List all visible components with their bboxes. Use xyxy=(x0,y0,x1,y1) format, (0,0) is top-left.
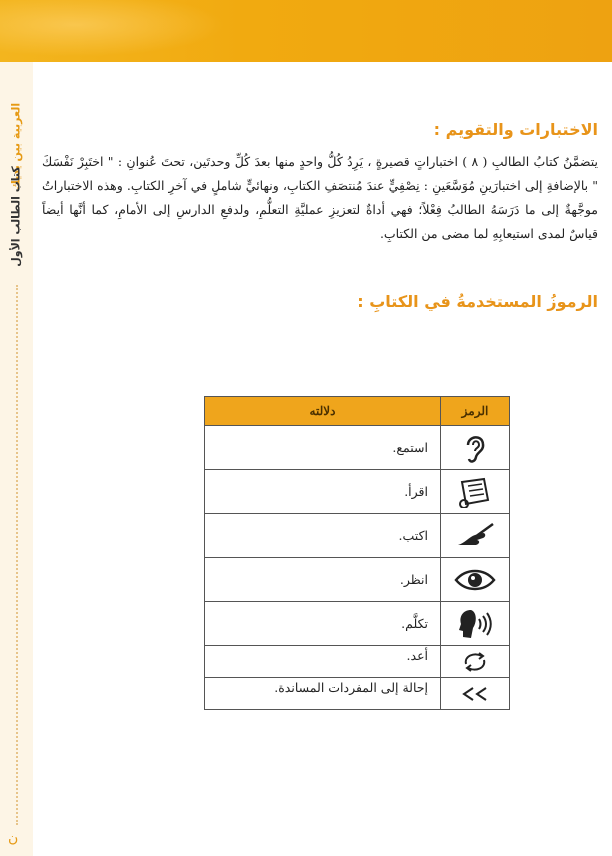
top-banner xyxy=(0,0,612,62)
symbol-cell xyxy=(441,602,510,646)
table-row xyxy=(205,426,510,470)
section-heading-assessment: الاختبارات والتقويم : xyxy=(433,120,598,139)
symbol-cell xyxy=(441,470,510,514)
eye-icon xyxy=(454,568,496,592)
meaning-cell: إحالة إلى المفردات المساندة. xyxy=(205,678,441,710)
meaning-cell: استمع. xyxy=(205,426,441,470)
symbols-table xyxy=(204,396,510,710)
meaning-cell: اكتب. xyxy=(205,514,441,558)
assessment-paragraph: يتضمَّنُ كتابُ الطالبِ ( ٨ ) اختباراتٍ قصيرةٍ ، يَرِدُ كُلُّ واحدٍ منها بعدَ كُلِّ وحدتَين، تحتَ عُنوانِ : " اختَبِرْ نَفْسَكَ " بالإضافةِ إلى اختبارَينِ مُوَسَّعَينِ : نِصْفِيٍّ عندَ مُنتصَفِ الكتابِ، ونهائيٍّ شاملٍ في آخرِ الكتابِ. وهذه الاختباراتُ موجَّهةٌ إلى ما دَرَسَهُ الطالبُ فِعْلاً؛ فهي أداةٌ لتعزيزِ عمليَّةِ التعلُّمِ، ولدفعِ الدارسِ إلى الأمامِ، كما أنَّها أيضاً قياسٌ لمدى استيعابِهِ لما مضى من الكتابِ. xyxy=(42,154,598,241)
scroll-icon xyxy=(458,476,492,508)
dotted-divider xyxy=(16,285,18,825)
repeat-arrows-icon xyxy=(460,650,490,674)
series-title: العربية بين يديك xyxy=(9,102,23,191)
symbol-cell xyxy=(441,514,510,558)
section-heading-symbols: الرموزُ المستخدمةُ في الكتابِ : xyxy=(357,292,598,311)
column-header-meaning: دلالته xyxy=(205,397,441,426)
banner-ornament xyxy=(0,0,250,62)
ear-icon xyxy=(462,431,488,465)
double-chevron-left-icon xyxy=(461,686,489,702)
table-row xyxy=(205,558,510,602)
symbol-cell xyxy=(441,646,510,678)
meaning-cell: أعد. xyxy=(205,646,441,678)
table-row xyxy=(205,514,510,558)
symbol-cell xyxy=(441,426,510,470)
meaning-cell: تكلَّم. xyxy=(205,602,441,646)
page-number: ن xyxy=(8,830,19,846)
table-header-row xyxy=(205,397,510,426)
writing-hand-icon xyxy=(455,521,495,551)
symbol-cell xyxy=(441,558,510,602)
column-header-symbol: الرمز xyxy=(441,397,510,426)
table-row xyxy=(205,602,510,646)
symbol-cell xyxy=(441,678,510,710)
table-row xyxy=(205,470,510,514)
meaning-cell: اقرأ. xyxy=(205,470,441,514)
speaking-head-icon xyxy=(457,608,493,640)
meaning-cell: انظر. xyxy=(205,558,441,602)
table-row xyxy=(205,646,510,678)
table-row xyxy=(205,678,510,710)
book-title: كتاب الطالب الأول xyxy=(9,166,23,267)
